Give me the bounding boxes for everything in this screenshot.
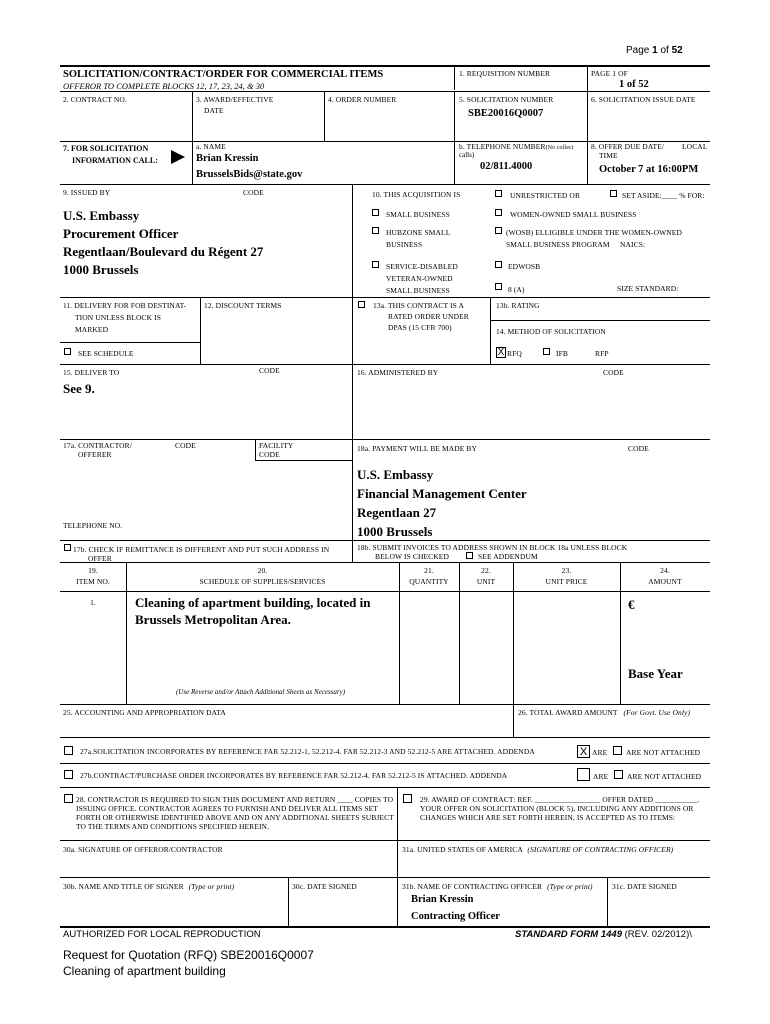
addenda-27b-are-checkbox[interactable] (577, 768, 590, 781)
issue-date-label: 6. SOLICITATION ISSUE DATE (591, 95, 696, 104)
clause-27a-checkbox[interactable] (64, 746, 73, 755)
size-standard-label: SIZE STANDARD: (617, 284, 679, 293)
contractor-label-1: 17a. CONTRACTOR/ (63, 441, 132, 450)
award-date-label (196, 95, 273, 115)
col-unit-price-label: UNIT PRICE (545, 577, 588, 586)
solicitation-number-value: SBE20016Q0007 (468, 108, 544, 119)
page-of-label: PAGE 1 OF (591, 69, 628, 78)
acquisition-label: 10. THIS ACQUISITION IS (372, 190, 461, 199)
delivery-label-2: TION UNLESS BLOCK IS (75, 313, 161, 322)
payment-line-2: Financial Management Center (357, 486, 527, 501)
item-description-1: Cleaning of apartment building, located in (135, 595, 371, 610)
award-date-label-1: 3. AWARD/EFFECTIVE (196, 95, 274, 104)
col-schedule-num: 20. (257, 566, 268, 575)
accounting-label: 25. ACCOUNTING AND APPROPRIATION DATA (63, 708, 226, 717)
due-date-label-2: TIME (599, 151, 618, 160)
solicitation-number-label: 5. SOLICITATION NUMBER (459, 95, 554, 104)
addenda-27b-are-not-checkbox[interactable] (614, 770, 623, 779)
block-29-line-1: 29. AWARD OF CONTRACT: REF. _________________ OFFER DATED ___________. (420, 795, 700, 804)
payment-line-3: Regentlaan 27 (357, 505, 437, 520)
schedule-note: (Use Reverse and/or Attach Additional Sheets as Necessary) (176, 688, 346, 696)
payment-line-4: 1000 Brussels (357, 524, 433, 539)
addenda-are-label: ARE (592, 748, 608, 757)
deliver-to-label: 15. DELIVER TO (63, 368, 120, 377)
edwosb-checkbox[interactable] (495, 261, 502, 268)
wosb-label-2: SMALL BUSINESS PROGRAM (506, 240, 610, 249)
method-label: 14. METHOD OF SOLICITATION (496, 327, 606, 336)
wosb-label-1: (WOSB) ELLIGIBLE UNDER THE WOMEN-OWNED (506, 228, 682, 237)
col-quantity (399, 566, 459, 586)
col-quantity-label: QUANTITY (409, 577, 449, 586)
order-number-label: 4. ORDER NUMBER (328, 95, 397, 104)
signer-name-note: (Type or print) (188, 882, 235, 891)
contact-name: Brian Kressin (196, 153, 259, 164)
footer-form-rev: (REV. 02/2012)\ (624, 929, 692, 940)
administered-code-label: CODE (603, 368, 624, 377)
edwosb-label: EDWOSB (508, 262, 541, 271)
item-base-year: Base Year (628, 666, 683, 681)
telephone-no-label: TELEPHONE NO. (63, 521, 123, 530)
total-award-label (518, 708, 690, 717)
col-amount (620, 566, 710, 586)
signer-name-text: 30b. NAME AND TITLE OF SIGNER (63, 882, 184, 891)
block-28-line-1: 28. CONTRACTOR IS REQUIRED TO SIGN THIS DOCUMENT AND RETURN ____ COPIES TO (76, 795, 394, 804)
addenda-27b-are-label: ARE (593, 772, 609, 781)
block-28-line-2: ISSUING OFFICE. CONTRACTOR AGREES TO FURNISH AND DELIVER ALL ITEMS SET (76, 804, 378, 813)
item-number: 1. (90, 598, 96, 607)
block-28-checkbox[interactable] (64, 794, 73, 803)
facility-label-1: FACILITY (259, 441, 294, 450)
payment-line-1: U.S. Embassy (357, 467, 434, 482)
col-unit (459, 566, 513, 586)
naics-label: NAICS: (620, 240, 646, 249)
contractor-label-2: OFFERER (78, 450, 112, 459)
issued-by-line-2: Procurement Officer (63, 226, 179, 241)
page-label: Page (626, 45, 650, 56)
total-award-label-text: 26. TOTAL AWARD AMOUNT (518, 708, 618, 717)
eight-a-label: 8 (A) (508, 285, 525, 294)
telephone-label-small: (No collect (545, 145, 574, 151)
footer-reproduction: AUTHORIZED FOR LOCAL REPRODUCTION (63, 929, 261, 940)
clause-27b-checkbox[interactable] (64, 770, 73, 779)
rfp-label: RFP (595, 349, 609, 358)
due-date-label-1: 8. OFFER DUE DATE/ (591, 142, 665, 151)
delivery-label-1: 11. DELIVERY FOR FOB DESTINAT- (63, 301, 187, 310)
officer-name-label (402, 882, 593, 891)
total-award-note: (For Govt. Use Only) (623, 708, 691, 717)
page-number (626, 45, 683, 56)
contact-email: BrusselsBids@state.gov (196, 169, 303, 180)
wosb-checkbox[interactable] (495, 227, 502, 234)
hubzone-checkbox[interactable] (372, 227, 379, 234)
col-quantity-num: 21. (424, 566, 434, 575)
rated-label-1: 13a. THIS CONTRACT IS A (373, 301, 464, 310)
col-item-no-num: 19. (88, 566, 98, 575)
sdvosb-label-2: VETERAN-OWNED (386, 274, 453, 283)
contract-no-label: 2. CONTRACT NO. (63, 95, 127, 104)
block-28-line-4: TO THE TERMS AND CONDITIONS SPECIFIED HEREIN. (76, 822, 270, 831)
facility-label-2: CODE (259, 450, 280, 459)
deliver-to-value: See 9. (63, 381, 95, 396)
page-total: 52 (671, 45, 683, 56)
ifb-label: IFB (556, 349, 568, 358)
signature-offeror-label: 30a. SIGNATURE OF OFFEROR/CONTRACTOR (63, 845, 223, 854)
block-29-line-2: YOUR OFFER ON SOLICITATION (BLOCK 5), INCLUDING ANY ADDITIONS OR (420, 804, 694, 813)
col-unit-price-num: 23. (561, 566, 572, 575)
col-item-no (60, 566, 126, 586)
award-date-label-2: DATE (204, 106, 224, 115)
addenda-are-checkbox[interactable]: X (577, 745, 590, 758)
signature-usa-note: (SIGNATURE OF CONTRACTING OFFICER) (527, 845, 674, 854)
issued-by-line-1: U.S. Embassy (63, 208, 140, 223)
due-date-local: LOCAL (682, 142, 708, 151)
telephone-label-1: b. TELEPHONE NUMBER (459, 142, 546, 151)
submit-invoices-label-1: 18b. SUBMIT INVOICES TO ADDRESS SHOWN IN BLOCK 18a UNLESS BLOCK (357, 543, 628, 552)
footer-rfq-subject: Cleaning of apartment building (63, 964, 226, 978)
footer-form-name: STANDARD FORM 1449 (515, 929, 622, 940)
col-schedule (126, 566, 399, 586)
see-addendum-label: SEE ADDENDUM (478, 552, 538, 561)
addenda-27b-are-not-label: ARE NOT ATTACHED (627, 772, 702, 781)
addenda-are-not-checkbox[interactable] (613, 746, 622, 755)
officer-title-value: Contracting Officer (411, 911, 500, 922)
arrow-right-icon (171, 150, 185, 164)
small-business-checkbox[interactable] (372, 209, 379, 216)
sdvosb-checkbox[interactable] (372, 261, 379, 268)
signature-usa-text: 31a. UNITED STATES OF AMERICA (402, 845, 523, 854)
due-date-value: October 7 at 16:00PM (599, 164, 699, 175)
block-29-line-3: CHANGES WHICH ARE SET FORTH HEREIN, IS ACCEPTED AS TO ITEMS: (420, 813, 676, 822)
sdvosb-label-3: SMALL BUSINESS (386, 286, 450, 295)
page-of-value: 1 of 52 (619, 79, 649, 90)
contractor-code-label: CODE (175, 441, 196, 450)
issued-by-label: 9. ISSUED BY (63, 188, 111, 197)
form-subtitle: OFFEROR TO COMPLETE BLOCKS 12, 17, 23, 24, & 30 (63, 81, 265, 91)
requisition-number-label: 1. REQUISITION NUMBER (459, 69, 551, 78)
rfq-label: RFQ (507, 349, 522, 358)
officer-name-text: 31b. NAME OF CONTRACTING OFFICER (402, 882, 543, 891)
form-title: SOLICITATION/CONTRACT/ORDER FOR COMMERCIAL ITEMS (63, 69, 384, 80)
clause-27b-text: 27b.CONTRACT/PURCHASE ORDER INCORPORATES BY REFERENCE FAR 52.212-4. FAR 52.212-5 IS ATTACHED. ADDENDA (80, 771, 508, 780)
submit-invoices-label-2: BELOW IS CHECKED (375, 552, 449, 561)
officer-name-note: (Type or print) (547, 882, 593, 891)
hubzone-label-1: HUBZONE SMALL (386, 228, 451, 237)
see-schedule-checkbox[interactable] (64, 348, 71, 355)
page-of: of (660, 45, 669, 56)
rated-label-3: DPAS (15 CFR 700) (388, 323, 452, 332)
sdvosb-label-1: SERVICE-DISABLED (386, 262, 458, 271)
issued-by-line-4: 1000 Brussels (63, 262, 139, 277)
small-business-label: SMALL BUSINESS (386, 210, 450, 219)
block-29-checkbox[interactable] (403, 794, 412, 803)
for-info-label-2: INFORMATION CALL: (72, 156, 158, 165)
block-28-line-3: FORTH OR OTHERWISE IDENTIFIED ABOVE AND ON ANY ADDITIONAL SHEETS SUBJECT (76, 813, 394, 822)
col-unit-price (513, 566, 620, 586)
payment-code-label: CODE (628, 444, 649, 453)
unrestricted-label: UNRESTRICTED OR (510, 191, 581, 200)
set-aside-label: SET ASIDE:____ % FOR: (622, 191, 705, 200)
hubzone-label-2: BUSINESS (386, 240, 423, 249)
see-addendum-checkbox[interactable] (466, 552, 473, 559)
signer-name-label (63, 882, 234, 891)
remittance-label-2: OFFER (88, 554, 112, 563)
col-schedule-label: SCHEDULE OF SUPPLIES/SERVICES (199, 577, 326, 586)
for-info-label-1: 7. FOR SOLICITATION (63, 144, 149, 153)
rating-label: 13b. RATING (496, 301, 540, 310)
remittance-checkbox[interactable] (64, 544, 71, 551)
addenda-are-not-label: ARE NOT ATTACHED (626, 748, 701, 757)
col-unit-label: UNIT (476, 577, 496, 586)
telephone-label (459, 142, 573, 153)
ifb-checkbox[interactable] (543, 348, 550, 355)
telephone-label-2: calls) (459, 151, 475, 159)
unrestricted-checkbox[interactable] (495, 190, 502, 197)
eight-a-checkbox[interactable] (495, 283, 502, 290)
item-description-2: Brussels Metropolitan Area. (135, 612, 291, 627)
item-amount-currency: € (628, 597, 635, 612)
date-signed-30c-label: 30c. DATE SIGNED (292, 882, 357, 891)
name-label: a. NAME (196, 142, 226, 151)
page-current: 1 (652, 45, 658, 56)
rated-label-2: RATED ORDER UNDER (388, 312, 469, 321)
col-item-no-label: ITEM NO. (76, 577, 110, 586)
delivery-label-3: MARKED (75, 325, 109, 334)
footer-form-id (515, 929, 692, 940)
administered-by-label: 16. ADMINISTERED BY (357, 368, 439, 377)
officer-name-value: Brian Kressin (411, 894, 474, 905)
issued-by-code-label: CODE (243, 188, 264, 197)
date-signed-31c-label: 31c. DATE SIGNED (612, 882, 677, 891)
rfq-checkbox[interactable]: X (497, 347, 505, 358)
telephone-value: 02/811.4000 (480, 161, 533, 172)
issued-by-line-3: Regentlaan/Boulevard du Régent 27 (63, 244, 264, 259)
col-amount-num: 24. (660, 566, 670, 575)
see-schedule-label: SEE SCHEDULE (78, 349, 134, 358)
women-owned-checkbox[interactable] (495, 209, 502, 216)
payment-label: 18a. PAYMENT WILL BE MADE BY (357, 444, 478, 453)
deliver-to-code-label: CODE (259, 366, 280, 375)
discount-terms-label: 12. DISCOUNT TERMS (204, 301, 282, 310)
clause-27a-text: 27a.SOLICITATION INCORPORATES BY REFERENCE FAR 52.212-1, 52.212-4. FAR 52.212-3 AND 52.212-5 ARE ATTACHED. ADDENDA (80, 747, 535, 756)
signature-usa-label (402, 845, 673, 854)
remittance-label: 17b. CHECK IF REMITTANCE IS DIFFERENT AND PUT SUCH ADDRESS IN (73, 545, 330, 554)
set-aside-checkbox[interactable] (610, 190, 617, 197)
col-amount-label: AMOUNT (648, 577, 682, 586)
footer-rfq-title: Request for Quotation (RFQ) SBE20016Q0007 (63, 948, 314, 962)
col-unit-num: 22. (481, 566, 491, 575)
women-owned-label: WOMEN-OWNED SMALL BUSINESS (510, 210, 637, 219)
rated-order-checkbox[interactable] (358, 301, 365, 308)
